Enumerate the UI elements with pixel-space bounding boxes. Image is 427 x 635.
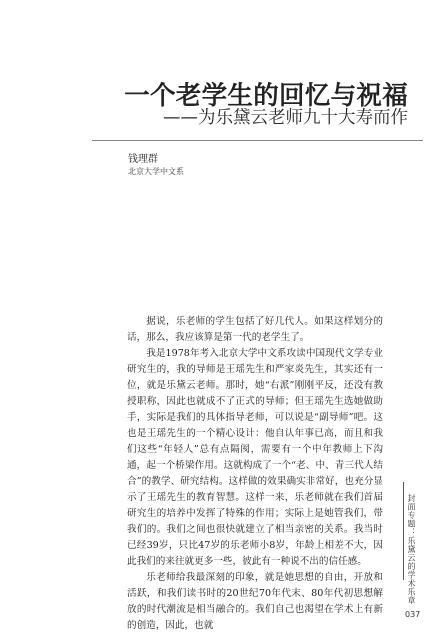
body-paragraph: 我是1978年考入北京大学中文系攻读中国现代文学专业研究生的，我的导师是王瑶先生和严家炎先生，其实还有一位，就是乐黛云老师。那时，她“右派”刚刚平反，还没有教授职称，因此也就成不了正式的导师；但王瑶先生选她做助手，实际是我们的具体指导老师，可以说是“副导师”吧。这也是王瑶先生的一个精心设计：他自认年事已高，而且和我们这些“年轻人”总有点隔阂，需要有一个中年教师上下沟通，起一个桥梁作用。这就构成了一个“老、中、青三代人结合”的教学、研究结构。这样做的效果确实非常好，也充分显示了王瑶先生的教育智慧。这样一来，乐老师就在我们首届研究生的培养中发挥了特殊的作用；实际上是她管我们，带我们的。我们之间也很快就建立了相当亲密的关系。我当时已经39岁，只比47岁的乐老师小8岁，年龄上相差不大，因此我们的来往就更多一些，彼此有一种说不出的信任感。 xyxy=(127,348,383,567)
section-side-label: 封面专题：乐黛云的学术乐章 xyxy=(407,494,416,605)
author-affiliation: 北京大学中文系 xyxy=(128,167,184,176)
side-divider xyxy=(403,482,404,580)
article-title: 一个老学生的回忆与祝福 xyxy=(124,81,408,111)
article-body xyxy=(127,314,383,634)
body-paragraph: 据说，乐老师的学生包括了好几代人。如果这样划分的话，那么，我应该算是第一代的老学生了。 xyxy=(127,316,383,343)
title-divider xyxy=(92,140,423,141)
author-name: 钱理群 xyxy=(128,154,158,165)
page-number: 037 xyxy=(405,610,421,619)
body-paragraph: 乐老师给我最深刻的印象，就是她思想的自由，开放和活跃，和我们读书时的20世纪70年代末、80年代初思想解放的时代潮流是相当融合的。我们自己也渴望在学术上有新的创造，因此，也就 xyxy=(127,572,383,631)
article-subtitle: ——为乐黛云老师九十大寿而作 xyxy=(163,108,408,128)
